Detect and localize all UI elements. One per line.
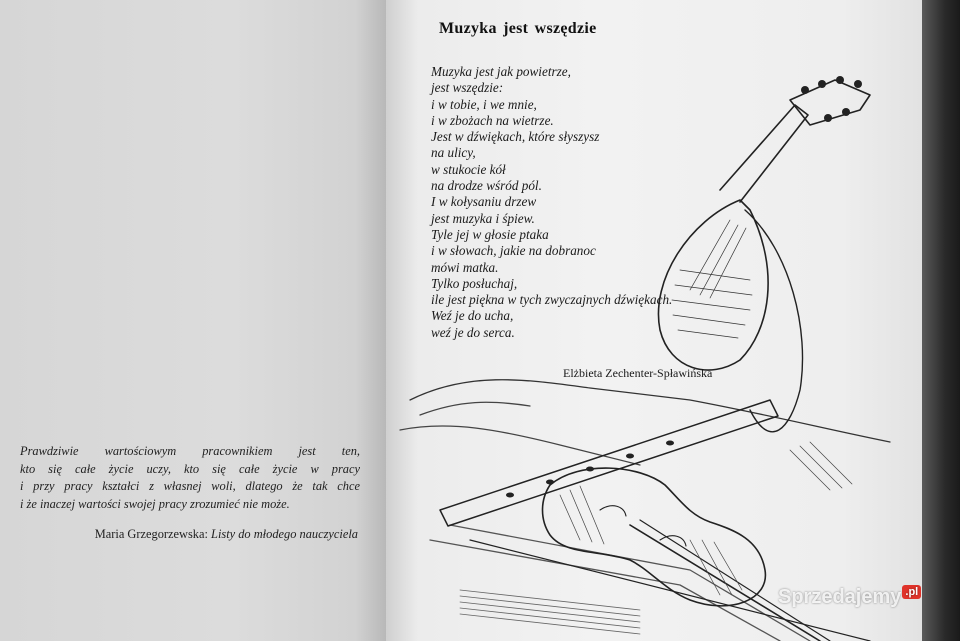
left-page bbox=[0, 0, 386, 641]
poem-title: Muzyka jest wszędzie bbox=[439, 20, 597, 37]
poem-line: w stukocie kół bbox=[431, 161, 506, 177]
quote-attribution bbox=[20, 527, 358, 542]
attribution-author: Maria Grzegorzewska: bbox=[94, 527, 208, 541]
attribution-work: Listy do młodego nauczyciela bbox=[211, 527, 358, 541]
book-edge bbox=[922, 0, 960, 641]
poem-line: jest wszędzie: bbox=[431, 80, 504, 96]
poem-line: weź je do serca. bbox=[431, 324, 515, 340]
quote-block bbox=[20, 443, 360, 513]
poem-line: i w zbożach na wietrze. bbox=[431, 112, 554, 128]
poem-line: Jest w dźwiękach, które słyszysz bbox=[431, 129, 600, 145]
poem-line: Tylko posłuchaj, bbox=[431, 275, 518, 291]
poem-line: Muzyka jest jak powietrze, bbox=[431, 64, 571, 79]
poem-line: mówi matka. bbox=[431, 259, 499, 275]
poem-line: Tyle jej w głosie ptaka bbox=[431, 226, 549, 242]
quote-line: Prawdziwie wartościowym pracownikiem jest ten, bbox=[20, 444, 360, 458]
poem-line: ile jest piękna w tych zwyczajnych dźwiękach. bbox=[431, 292, 673, 308]
poem-line: jest muzyka i śpiew. bbox=[431, 210, 535, 226]
poem-line: i w słowach, jakie na dobranoc bbox=[431, 243, 596, 259]
poem-line: na ulicy, bbox=[431, 145, 476, 161]
poem-line: na drodze wśród pól. bbox=[431, 178, 542, 194]
poem-line: Weź je do ucha, bbox=[431, 308, 514, 324]
watermark-text: Sprzedajemy bbox=[778, 586, 902, 608]
watermark-logo bbox=[778, 585, 921, 609]
poem-line: I w kołysaniu drzew bbox=[431, 194, 537, 210]
poem-author: Elżbieta Zechenter-Spławińska bbox=[563, 366, 713, 380]
poem-text bbox=[431, 64, 672, 341]
quote-line: i że inaczej wartości swojej pracy zrozumieć nie może. bbox=[20, 496, 290, 511]
quote-line: i przy pracy kształci z własnej woli, dlatego że tak chce bbox=[20, 479, 360, 494]
poem-line: i w tobie, i we mnie, bbox=[431, 96, 537, 112]
quote-line: kto się całe życie uczy, kto się całe życie w pracy bbox=[20, 461, 360, 476]
watermark-badge: .pl bbox=[902, 585, 921, 599]
